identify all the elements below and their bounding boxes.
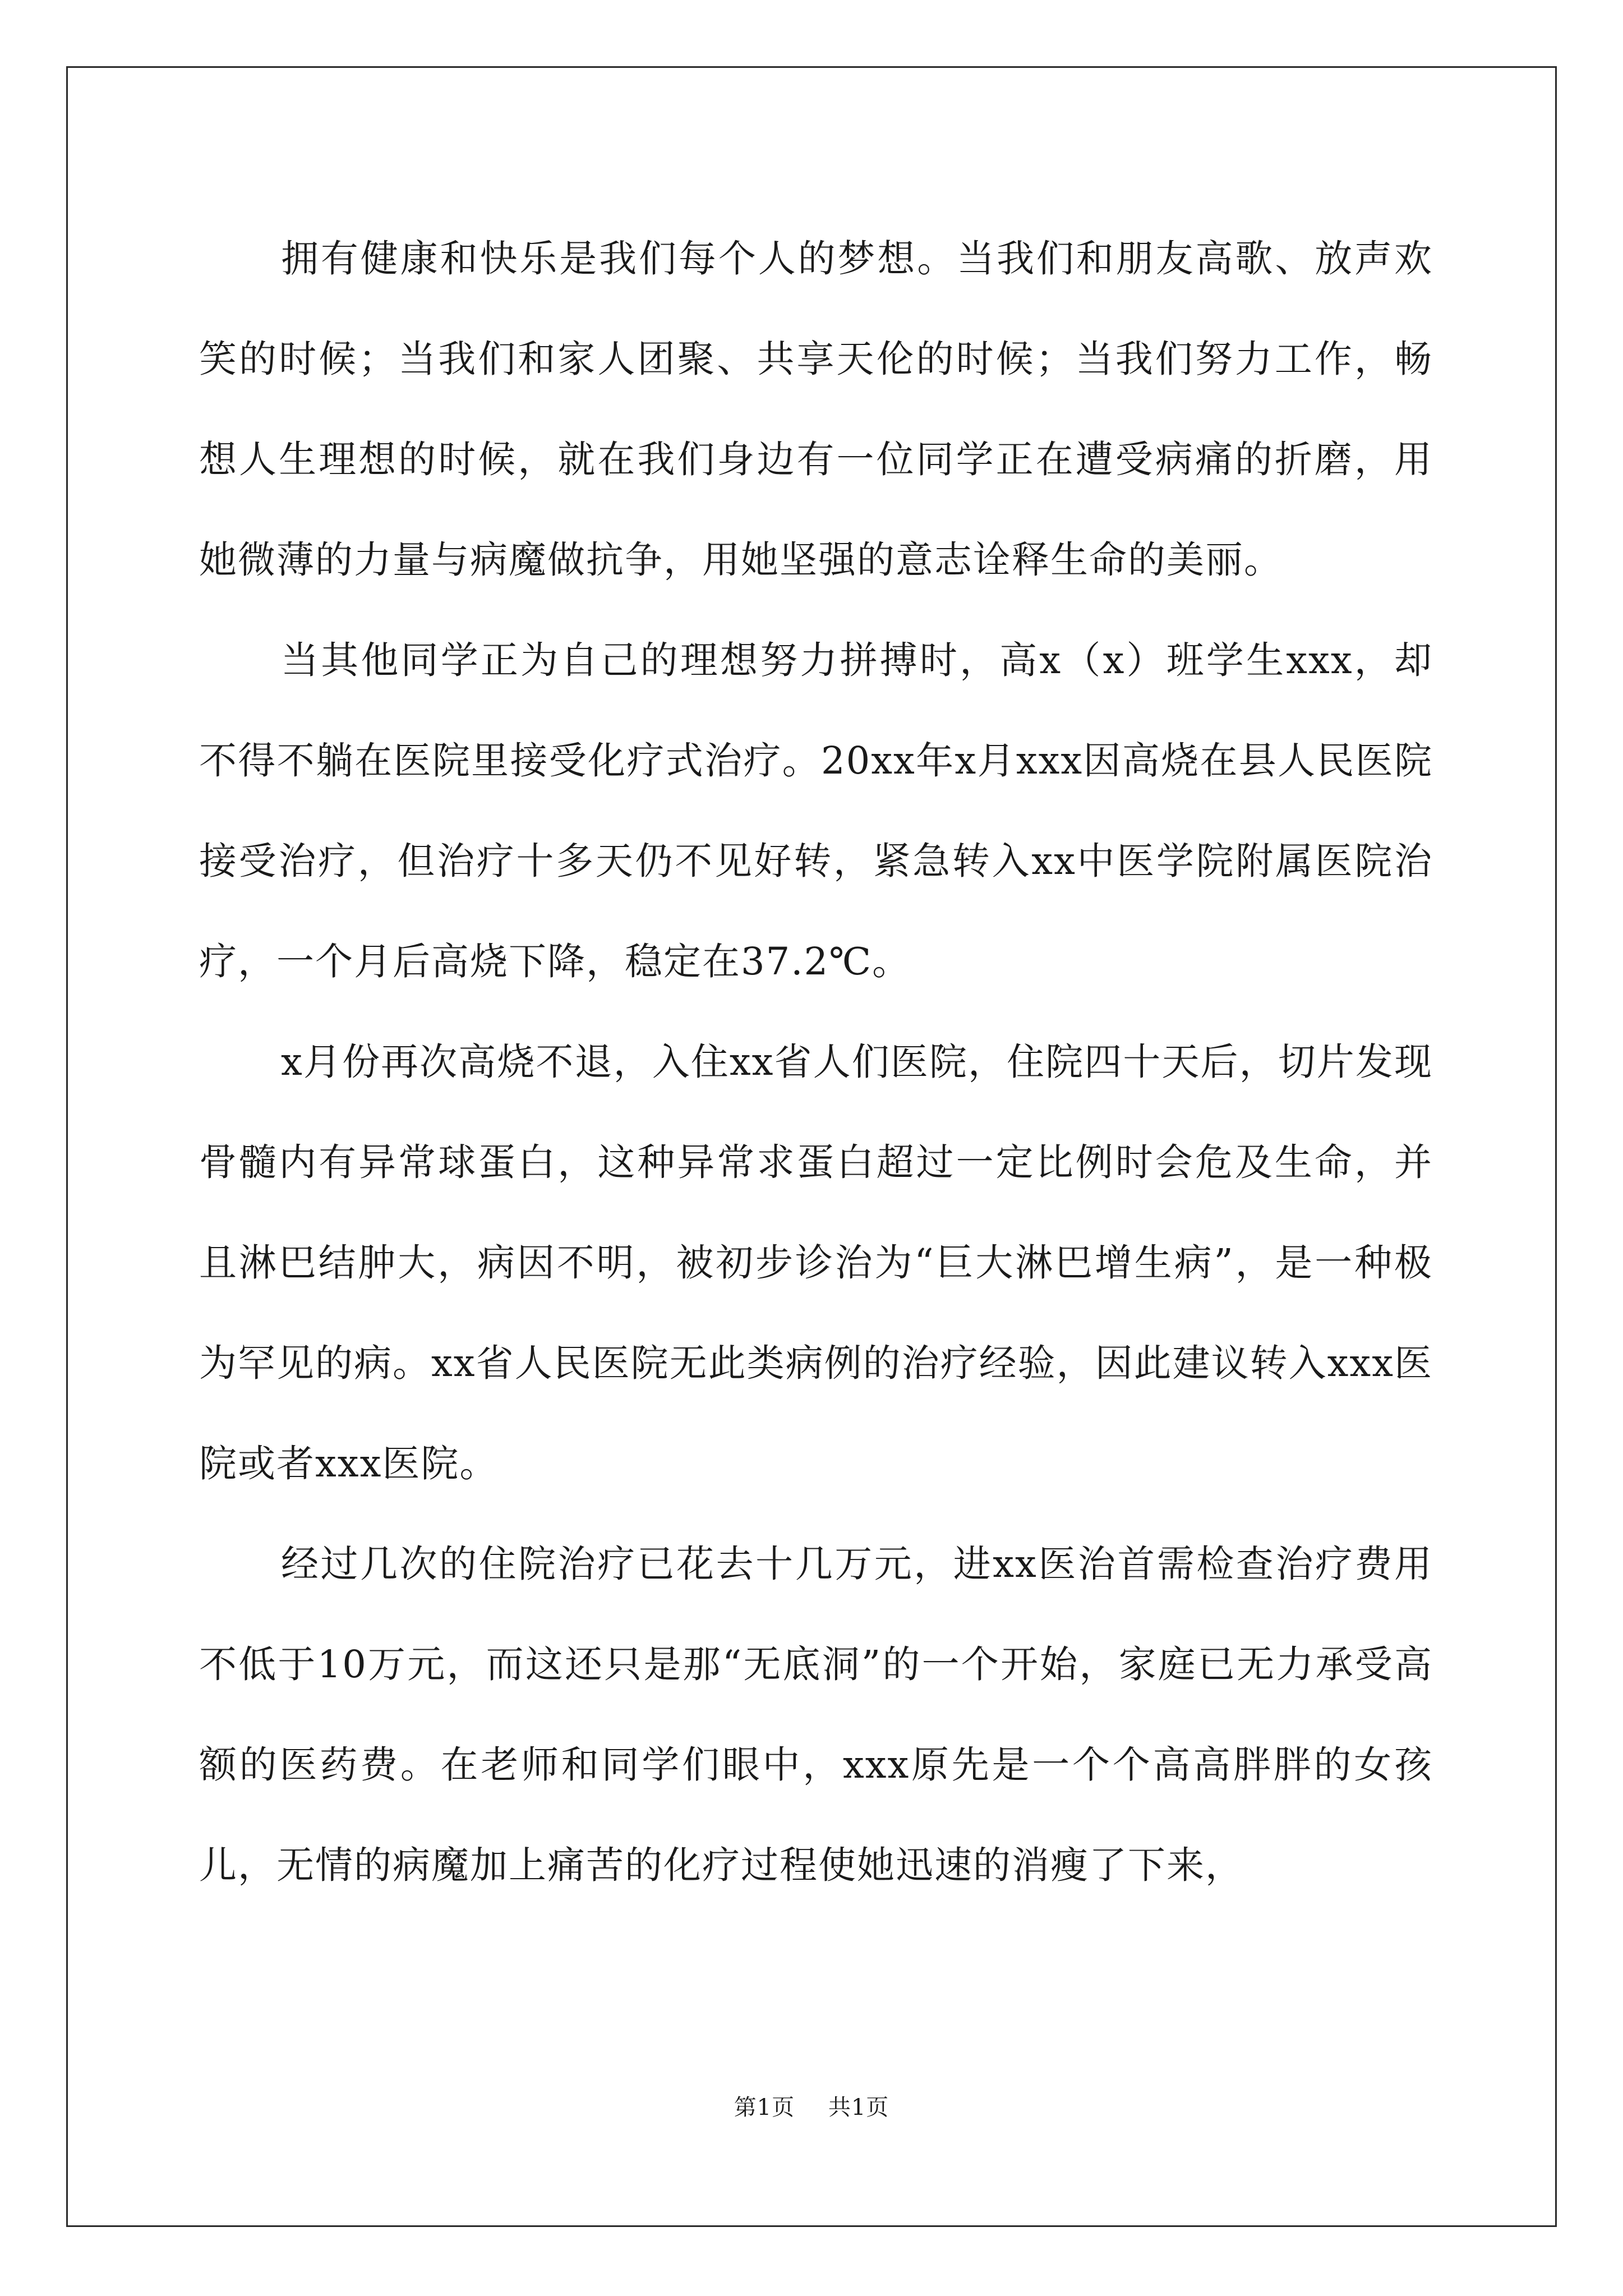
- document-body: [199, 209, 1433, 1916]
- page-total: 共1页: [828, 2095, 889, 2120]
- paragraph-4: 经过几次的住院治疗已花去十几万元，进xx医治首需检查治疗费用不低于10万元，而这还只是那“无底洞”的一个开始，家庭已无力承受高额的医药费。在老师和同学们眼中，xxx原先是一个个高高胖胖的女孩儿，无情的病魔加上痛苦的化疗过程使她迅速的消瘦了下来，: [199, 1542, 1433, 1887]
- page-footer: [0, 2090, 1623, 2122]
- paragraph-3: x月份再次高烧不退，入住xx省人们医院，住院四十天后，切片发现骨髓内有异常球蛋白，这种异常求蛋白超过一定比例时会危及生命，并且淋巴结肿大，病因不明，被初步诊治为“巨大淋巴增生病”，是一种极为罕见的病。xx省人民医院无此类病例的治疗经验，因此建议转入xxx医院或者xxx医院。: [199, 1040, 1433, 1485]
- paragraph-1: 拥有健康和快乐是我们每个人的梦想。当我们和朋友高歌、放声欢笑的时候；当我们和家人团聚、共享天伦的时候；当我们努力工作，畅想人生理想的时候，就在我们身边有一位同学正在遭受病痛的折磨，用她微薄的力量与病魔做抗争，用她坚强的意志诠释生命的美丽。: [199, 237, 1433, 582]
- page-number: 第1页: [734, 2095, 795, 2120]
- paragraph-2: 当其他同学正为自己的理想努力拼搏时，高x（x）班学生xxx，却不得不躺在医院里接受化疗式治疗。20xx年x月xxx因高烧在县人民医院接受治疗，但治疗十多天仍不见好转，紧急转入xx中医学院附属医院治疗，一个月后高烧下降，稳定在37.2℃。: [199, 638, 1433, 983]
